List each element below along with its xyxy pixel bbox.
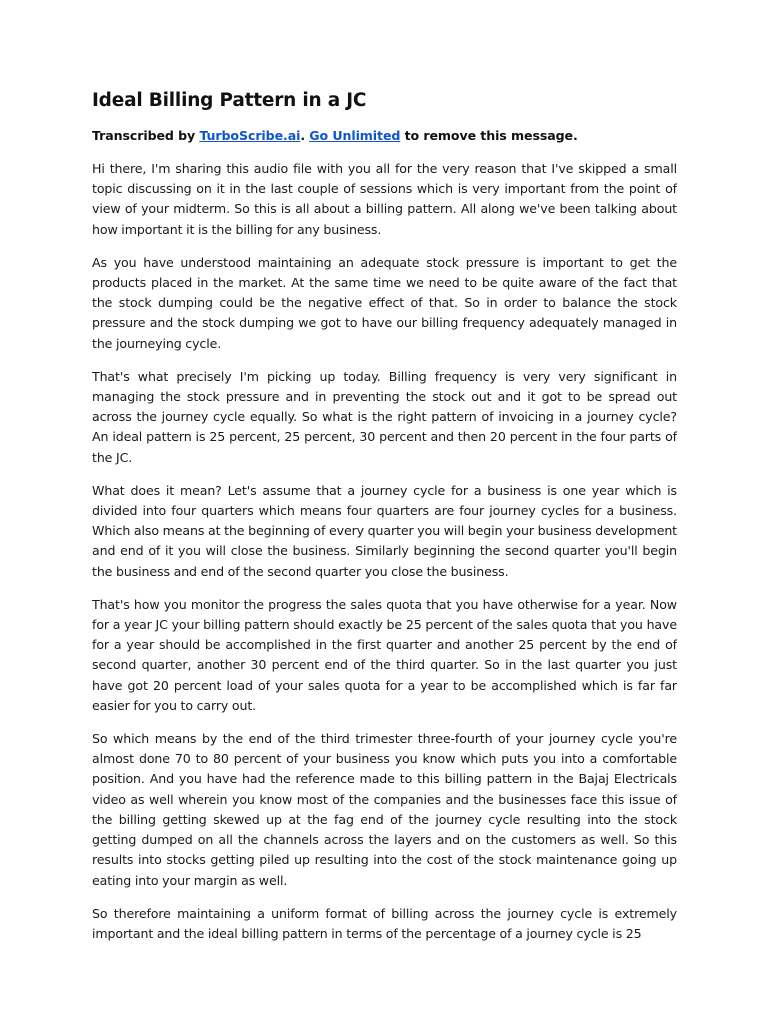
paragraph: That's how you monitor the progress the sales quota that you have otherwise for a year. Now for a year JC your billing pattern should exactly be 25 percent of the sales quota that you have for a year should be accomplished in the first quarter and another 25 percent by the end of second quarter, another 30 percent end of the third quarter. So in the last quarter you just have got 20 percent load of your sales quota for a year to be accomplished which is far far easier for you to carry out.	[92, 596, 677, 713]
paragraph: That's what precisely I'm picking up today. Billing frequency is very very significant in managing the stock pressure and in preventing the stock out and it got to be spread out across the journey cycle equally. So what is the right pattern of invoicing in a journey cycle? An ideal pattern is 25 percent, 25 percent, 30 percent and then 20 percent in the four parts of the JC.	[92, 368, 677, 465]
paragraph: What does it mean? Let's assume that a journey cycle for a business is one year which is divided into four quarters which means four quarters are four journey cycles for a business. Which also means at the beginning of every quarter you will begin your business development and end of it you will close the business. Similarly beginning the second quarter you'll begin the business and end of the second quarter you close the business.	[92, 482, 677, 579]
document-title: Ideal Billing Pattern in a JC	[92, 90, 367, 111]
paragraph: So which means by the end of the third trimester three-fourth of your journey cycle you're almost done 70 to 80 percent of your business you know which puts you into a comfortable position. And you have had the reference made to this billing pattern in the Bajaj Electricals video as well wherein you know most of the companies and the businesses face this issue of the billing getting skewed up at the fag end of the journey cycle resulting into the stock getting dumped on all the channels across the layers and on the customers as well. So this results into stocks getting piled up resulting into the cost of the stock maintenance going up eating into your margin as well.	[92, 731, 677, 888]
go-unlimited-link[interactable]: Go Unlimited	[309, 128, 401, 143]
turboscribe-link[interactable]: TurboScribe.ai	[199, 128, 301, 143]
paragraph: As you have understood maintaining an adequate stock pressure is important to get the products placed in the market. At the same time we need to be quite aware of the fact that the stock dumping could be the negative effect of that. So in order to balance the stock pressure and the stock dumping we got to have our billing frequency adequately managed in the journeying cycle.	[92, 254, 677, 351]
transcription-notice	[92, 127, 677, 145]
notice-separator: .	[300, 128, 310, 143]
document-page	[92, 88, 677, 957]
paragraph: Hi there, I'm sharing this audio file with you all for the very reason that I've skipped a small topic discussing on it in the last couple of sessions which is very important from the point of view of your midterm. So this is all about a billing pattern. All along we've been talking about how important it is the billing for any business.	[92, 161, 677, 237]
notice-suffix: to remove this message.	[400, 128, 578, 143]
notice-prefix: Transcribed by	[92, 128, 200, 143]
paragraph-last: So therefore maintaining a uniform format of billing across the journey cycle is extremely important and the ideal billing pattern in terms of the percentage of a journey cycle is 25	[92, 905, 677, 941]
